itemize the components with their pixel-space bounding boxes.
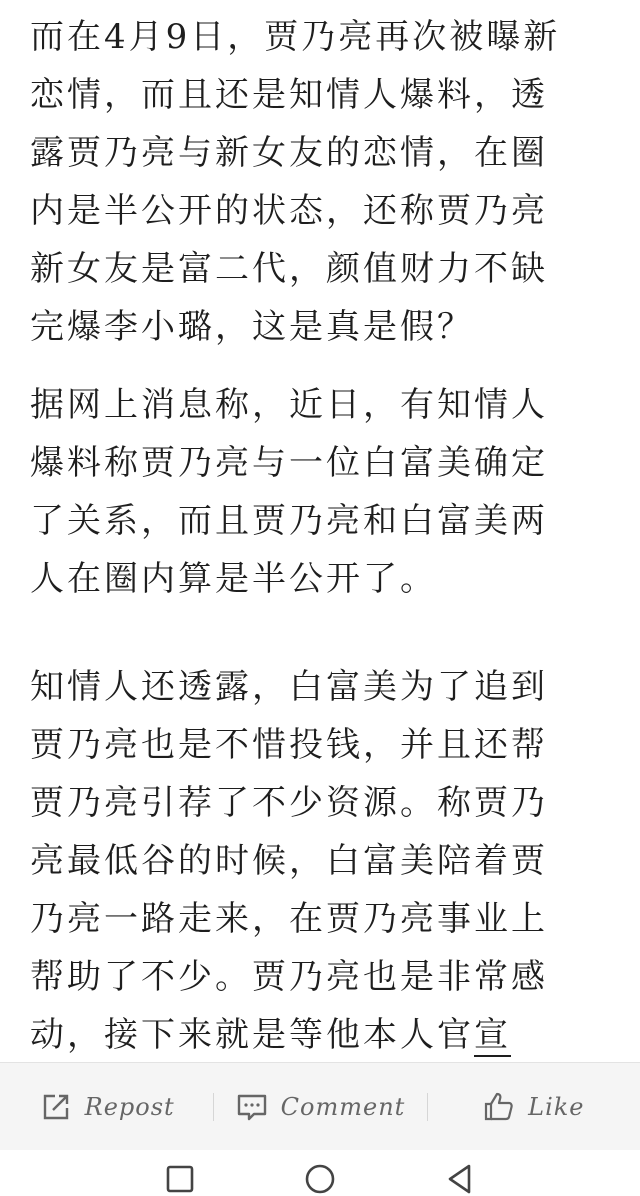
comment-icon bbox=[235, 1090, 269, 1124]
home-button[interactable] bbox=[300, 1150, 340, 1195]
text-line: 人在圈内算是半公开了。 bbox=[30, 559, 437, 599]
comment-label: Comment bbox=[280, 1093, 406, 1121]
text-fragment: 动，接下来就是等他本人官 bbox=[30, 1015, 474, 1055]
text-line: 贾乃亮也是不惜投钱，并且还帮 bbox=[30, 725, 548, 765]
text-line: 完爆李小璐，这是真是假？ bbox=[30, 307, 474, 347]
post-action-bar bbox=[0, 1062, 640, 1151]
like-label: Like bbox=[528, 1093, 585, 1121]
square-icon bbox=[163, 1162, 197, 1196]
comment-button[interactable] bbox=[213, 1063, 426, 1151]
text-line bbox=[30, 1006, 548, 1064]
repost-label: Repost bbox=[84, 1093, 175, 1121]
text-line: 新女友是富二代，颜值财力不缺 bbox=[30, 249, 548, 289]
text-line: 知情人还透露，白富美为了追到 bbox=[30, 667, 548, 707]
repost-button[interactable] bbox=[0, 1063, 213, 1151]
text-line: 据网上消息称，近日，有知情人 bbox=[30, 385, 548, 425]
recents-button[interactable] bbox=[160, 1150, 200, 1195]
text-line: 贾乃亮引荐了不少资源。称贾乃 bbox=[30, 783, 548, 823]
text-line: 了关系，而且贾乃亮和白富美两 bbox=[30, 501, 548, 541]
repost-icon bbox=[39, 1090, 73, 1124]
underlined-word: 宣 bbox=[474, 1015, 511, 1055]
paragraph-2 bbox=[30, 376, 548, 608]
text-line: 内是半公开的状态，还称贾乃亮 bbox=[30, 191, 548, 231]
paragraph-1 bbox=[30, 8, 560, 356]
text-line: 乃亮一路走来，在贾乃亮事业上 bbox=[30, 899, 548, 939]
paragraph-3 bbox=[30, 658, 548, 1094]
text-line: 爆料称贾乃亮与一位白富美确定 bbox=[30, 443, 548, 483]
thumbs-up-icon bbox=[482, 1090, 516, 1124]
circle-icon bbox=[303, 1162, 337, 1196]
text-line: 亮最低谷的时候，白富美陪着贾 bbox=[30, 841, 548, 881]
text-line: 恋情，而且还是知情人爆料，透 bbox=[30, 75, 548, 115]
triangle-back-icon bbox=[443, 1162, 477, 1196]
system-nav-bar bbox=[0, 1150, 640, 1195]
text-line: 露贾乃亮与新女友的恋情，在圈 bbox=[30, 133, 548, 173]
text-line: 而在4月9日，贾乃亮再次被曝新 bbox=[30, 17, 561, 57]
back-button[interactable] bbox=[440, 1150, 480, 1195]
like-button[interactable] bbox=[427, 1063, 640, 1151]
text-line: 帮助了不少。贾乃亮也是非常感 bbox=[30, 957, 548, 997]
